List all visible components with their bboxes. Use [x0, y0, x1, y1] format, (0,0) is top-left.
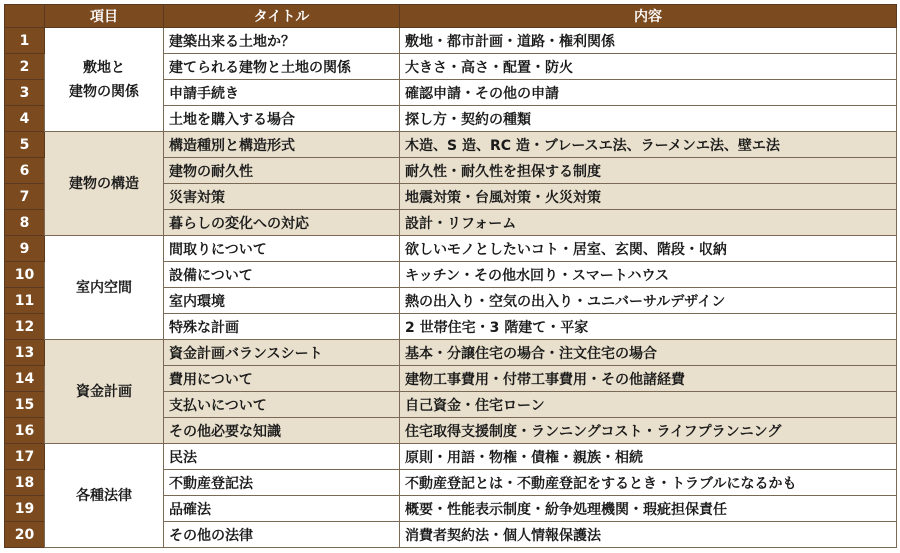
row-number: 6	[5, 158, 45, 184]
category-label: 各種法律	[76, 487, 132, 504]
row-title: 土地を購入する場合	[164, 106, 400, 132]
row-title: 支払いについて	[164, 392, 400, 418]
row-content: 探し方・契約の種類	[400, 106, 897, 132]
row-title: 費用について	[164, 366, 400, 392]
row-title: 資金計画バランスシート	[164, 340, 400, 366]
row-number: 15	[5, 392, 45, 418]
row-number: 7	[5, 184, 45, 210]
row-title: 建築出来る土地か？	[164, 28, 400, 54]
header-item: 項目	[45, 5, 164, 28]
row-title: 品確法	[164, 496, 400, 522]
category-label: 室内空間	[76, 279, 132, 296]
row-title: 不動産登記法	[164, 470, 400, 496]
category-cell	[45, 236, 164, 340]
row-content: 2 世帯住宅・3 階建て・平家	[400, 314, 897, 340]
table-row	[5, 444, 897, 470]
row-content: 設計・リフォーム	[400, 210, 897, 236]
row-title: 間取りについて	[164, 236, 400, 262]
row-number: 3	[5, 80, 45, 106]
row-title: 民法	[164, 444, 400, 470]
table-row	[5, 132, 897, 158]
row-title: 建物の耐久性	[164, 158, 400, 184]
row-content: 確認申請・その他の申請	[400, 80, 897, 106]
row-title: その他の法律	[164, 522, 400, 548]
category-label-line2: 建物の関係	[69, 83, 139, 100]
row-content: 敷地・都市計画・道路・権利関係	[400, 28, 897, 54]
topics-table	[4, 4, 897, 548]
row-number: 2	[5, 54, 45, 80]
row-number: 5	[5, 132, 45, 158]
row-title: 室内環境	[164, 288, 400, 314]
row-title: 災害対策	[164, 184, 400, 210]
row-content: 概要・性能表示制度・紛争処理機関・瑕疵担保責任	[400, 496, 897, 522]
category-cell	[45, 132, 164, 236]
row-number: 14	[5, 366, 45, 392]
category-cell	[45, 444, 164, 548]
row-title: 建てられる建物と土地の関係	[164, 54, 400, 80]
row-number: 13	[5, 340, 45, 366]
category-cell	[45, 340, 164, 444]
row-number: 16	[5, 418, 45, 444]
row-number: 19	[5, 496, 45, 522]
row-number: 17	[5, 444, 45, 470]
row-content: 大きさ・高さ・配置・防火	[400, 54, 897, 80]
row-content: 建物工事費用・付帯工事費用・その他諸経費	[400, 366, 897, 392]
table-row	[5, 340, 897, 366]
row-content: 熱の出入り・空気の出入り・ユニバーサルデザイン	[400, 288, 897, 314]
row-content: 消費者契約法・個人情報保護法	[400, 522, 897, 548]
table-row	[5, 236, 897, 262]
row-content: キッチン・その他水回り・スマートハウス	[400, 262, 897, 288]
row-number: 11	[5, 288, 45, 314]
row-title: 申請手続き	[164, 80, 400, 106]
row-content: 耐久性・耐久性を担保する制度	[400, 158, 897, 184]
row-title: 特殊な計画	[164, 314, 400, 340]
row-content: 自己資金・住宅ローン	[400, 392, 897, 418]
row-number: 4	[5, 106, 45, 132]
header-title: タイトル	[164, 5, 400, 28]
row-content: 地震対策・台風対策・火災対策	[400, 184, 897, 210]
row-number: 20	[5, 522, 45, 548]
table-row	[5, 28, 897, 54]
row-content: 木造、S 造、RC 造・ブレースエ法、ラーメンエ法、壁エ法	[400, 132, 897, 158]
row-number: 12	[5, 314, 45, 340]
header-row	[5, 5, 897, 28]
category-label-line1: 敷地と	[83, 59, 125, 76]
topics-table-wrapper	[4, 4, 897, 548]
row-content: 基本・分譲住宅の場合・注文住宅の場合	[400, 340, 897, 366]
row-number: 10	[5, 262, 45, 288]
row-number: 9	[5, 236, 45, 262]
row-content: 原則・用語・物権・債権・親族・相続	[400, 444, 897, 470]
category-label: 建物の構造	[69, 175, 139, 192]
header-content: 内容	[400, 5, 897, 28]
row-content: 不動産登記とは・不動産登記をするとき・トラブルになるかも	[400, 470, 897, 496]
row-title: その他必要な知識	[164, 418, 400, 444]
row-number: 18	[5, 470, 45, 496]
row-content: 欲しいモノとしたいコト・居室、玄関、階段・収納	[400, 236, 897, 262]
category-cell	[45, 28, 164, 132]
row-number: 1	[5, 28, 45, 54]
row-title: 構造種別と構造形式	[164, 132, 400, 158]
row-title: 暮らしの変化への対応	[164, 210, 400, 236]
category-label: 資金計画	[76, 383, 132, 400]
row-content: 住宅取得支援制度・ランニングコスト・ライフプランニング	[400, 418, 897, 444]
row-title: 設備について	[164, 262, 400, 288]
header-number	[5, 5, 45, 28]
row-number: 8	[5, 210, 45, 236]
